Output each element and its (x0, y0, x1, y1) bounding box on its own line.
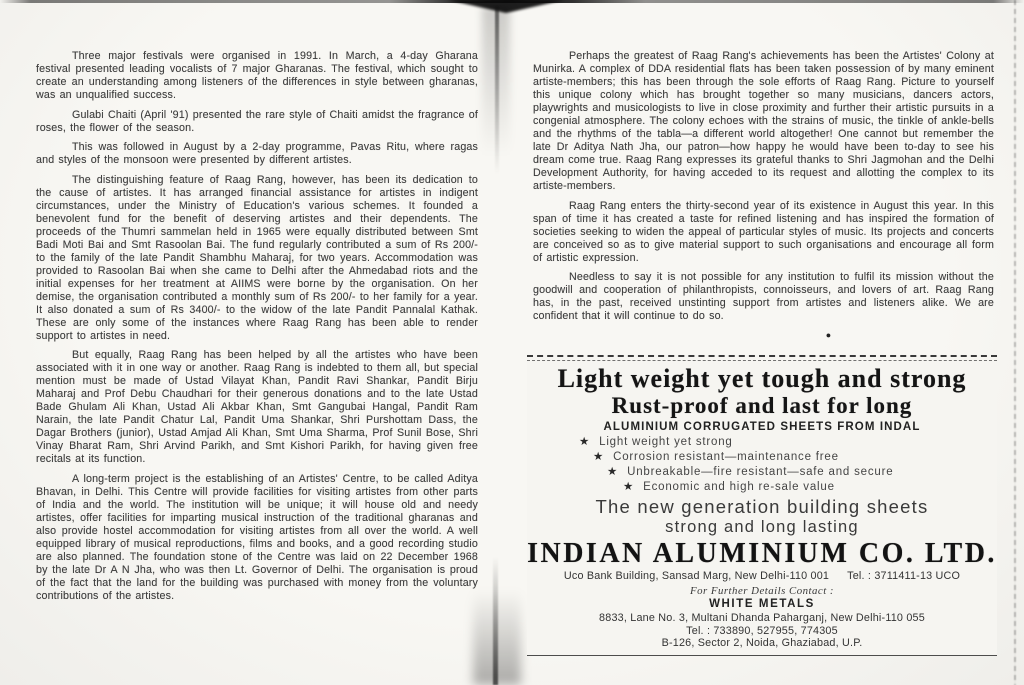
feature-text: Economic and high re-sale value (643, 481, 835, 493)
gutter-shadow-bottom (493, 557, 498, 685)
paragraph: Raag Rang enters the thirty-second year of its existence in August this year. In this span of time it has created a taste for refined listening and has inspired the formation of societies seeking to widen the appeal of particular styles of music. Its projects and concerts are conceived so as to give material support to such organisations and encourage all form of artistic expression. (533, 199, 994, 264)
paragraph: Gulabi Chaiti (April '91) presented the rare style of Chaiti amidst the fragrance of roses, the flower of the season. (36, 108, 478, 134)
ad-tagline-2: strong and long lasting (665, 518, 859, 536)
phone-number: Tel. : 3711411-13 UCO (847, 570, 961, 582)
ad-feature-list (527, 436, 997, 494)
paragraph: This was followed in August by a 2-day programme, Pavas Ritu, where ragas and styles of the monsoon were presented by different artistes. (36, 141, 478, 166)
advertiser-name: INDIAN ALUMINIUM CO. LTD. (527, 538, 997, 569)
star-icon: ★ (593, 451, 605, 463)
paragraph: Perhaps the greatest of Raag Rang's achievements has been the Artistes' Colony at Munirka. A complex of DDA residential flats has been taken possession of by many eminent artiste-members; this has been through the sole efforts of Raag Rang. Picture to yourself this unique colony which has brought together so many musicians, dancers actors, playwrights and musicologists to live in close proximity and further their artistic pursuits in a congenial atmosphere. The colony echoes with the strains of music, the tinkle of ankle-bells and the rhythms of the tabla—a different world altogether! One cannot but remember the late Dr Aditya Nath Jha, our patron—how happy he would have been to-day to see his dream come true. Raag Rang expresses its grateful thanks to Shri Jagmohan and the Delhi Development Authority, for having acceded to its request and allotting the complex to its artiste-members. (533, 50, 994, 192)
dealer-address-2: B-126, Sector 2, Noida, Ghaziabad, U.P. (661, 637, 863, 649)
address-text: Uco Bank Building, Sansad Marg, New Delhi-110 001 (563, 570, 830, 582)
ad-subheadline: ALUMINIUM CORRUGATED SHEETS FROM INDAL (603, 421, 921, 433)
paragraph: Three major festivals were organised in 1991. In March, a 4-day Gharana festival presented leading vocalists of 7 major Gharanas. The festival, which sought to create an understanding among listeners of the differences in style between gharanas, was an unqualified success. (36, 50, 478, 101)
contact-note: For Further Details Contact : (689, 585, 835, 597)
ad-top-rule (527, 355, 997, 361)
list-item (623, 481, 997, 494)
left-page (36, 50, 478, 609)
feature-text: Unbreakable—fire resistant—safe and secure (627, 466, 894, 478)
star-icon: ★ (623, 481, 635, 493)
ad-tagline: The new generation building sheets (595, 496, 929, 517)
scan-edge-right (1014, 0, 1016, 685)
gutter-shadow-top (495, 6, 499, 174)
advertiser-address (527, 570, 997, 582)
paragraph: But equally, Raag Rang has been helped by all the artistes who have been associated with it in one way or another. Raag Rang is indebted to them all, but special mention must be made of Ustad Vilayat Khan, Pandit Ravi Shankar, Pandit Birju Maharaj and Prof Debu Chaudhari for their generous donations and to the late Ustad Bade Ghulam Ali Khan, Ustad Ali Akbar Khan, Smt Gangubai Hangal, Pandit Ram Narain, the late Pandit Chatur Lal, Pandit Uma Shankar, Shri Purshottam Dass, the Dagar Brothers (junior), Ustad Amjad Ali Khan, Smt Uma Sharma, Prof Sunil Bose, Shri Vinay Bharat Ram, Shri Arvind Parikh, and Smt Kishori Parikh, for having given free recitals at its function. (36, 349, 478, 465)
ad-headline-2: Rust-proof and last for long (611, 393, 913, 418)
right-page (533, 50, 994, 340)
list-item (607, 466, 997, 479)
indal-advertisement (527, 355, 997, 656)
feature-text: Light weight yet strong (599, 436, 733, 448)
ad-bottom-rule (527, 655, 997, 656)
dealer-name: WHITE METALS (709, 598, 815, 610)
list-item (593, 451, 997, 464)
dealer-address: 8833, Lane No. 3, Multani Dhanda Paharganj, New Delhi-110 055 (599, 612, 925, 624)
paragraph: Needless to say it is not possible for any institution to fulfil its mission without the goodwill and cooperation of philanthropists, connoisseurs, and lovers of art. Raag Rang has, in the past, received unstinting support from artistes and listeners alike. We are confident that it will continue to do so. (533, 271, 994, 322)
section-end-dot: ● (825, 329, 832, 340)
star-icon: ★ (607, 466, 619, 478)
dealer-phone: Tel. : 733890, 527955, 774305 (686, 624, 838, 637)
feature-text: Corrosion resistant—maintenance free (613, 451, 839, 463)
list-item (579, 436, 997, 449)
star-icon: ★ (579, 436, 591, 448)
ad-headline: Light weight yet tough and strong (557, 364, 967, 393)
paragraph: The distinguishing feature of Raag Rang, however, has been its dedication to the cause of artistes. It has arranged financial assistance for artistes in indigent circumstances, under the Ministry of Education's various schemes. It founded a benevolent fund for the benefit of deserving artistes and their dependents. The proceeds of the Thumri sammelan held in 1965 were equally distributed between Smt Badi Moti Bai and Smt Rasoolan Bai. The fund regularly contributed a sum of Rs 200/- to the family of the late Pandit Shambhu Maharaj, for two years. Accommodation was provided to Rasoolan Bai when she came to Delhi after the Ahmedabad riots and the initial expenses for her treatment at AIIMS were borne by the organisation. On her demise, the organisation contributed a monthly sum of Rs 200/- to her family for a year. It also donated a sum of Rs 3400/- to the widow of the late Pandit Pannalal Kathak. These are only some of the instances where Raag Rang has been able to render support to artistes in need. (36, 173, 478, 342)
paragraph: A long-term project is the establishing of an Artistes' Centre, to be called Aditya Bhavan, in Delhi. This Centre will provide facilities for visiting artistes from other parts of India and the world. The institution will be unique; it will house old and needy artistes, offer facilities for imparting musical instruction of the traditional gharanas and also provide hostel accommodation for visiting artistes from all over the world. A well equipped library of musical reproductions, films and books, and a good recording studio are also planned. The foundation stone of the Centre was laid on 22 December 1968 by the late Dr A N Jha, who was then Lt. Governor of Delhi. The organisation is proud of the fact that the land for the building was purchased with money from the voluntary contributions of the artistes. (36, 472, 478, 602)
